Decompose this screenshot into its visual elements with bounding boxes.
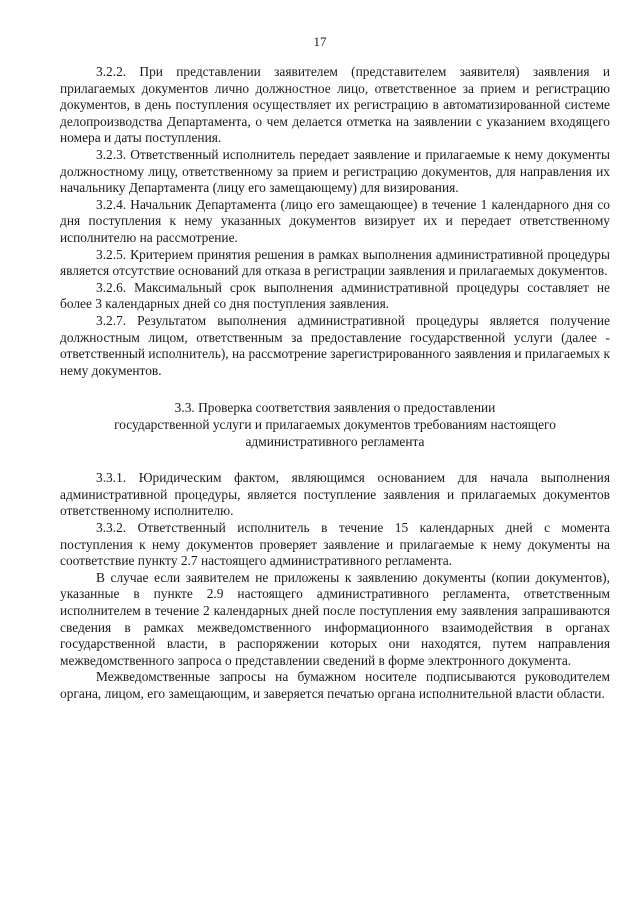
section-heading-3-3 [60,399,610,450]
paragraph-missing-documents: В случае если заявителем не приложены к заявлению документы (копии документов), указанные в пункте 2.9 настоящего административного регламента, ответственным исполнителем в течение 2 календарных дней после поступления ему заявления запрашиваются сведения в рамках межведомственного информационного взаимодействия в органах государственной власти, в распоряжении которых они находятся, путем направления межведомственного запроса о представлении сведений в форме электронного документа. [60,569,610,668]
paragraph-interagency-requests: Межведомственные запросы на бумажном носителе подписываются руководителем органа, лицом, его замещающим, и заверяется печатью органа исполнительной власти области. [60,669,610,701]
paragraph-3-2-4: 3.2.4. Начальник Департамента (лицо его замещающее) в течение 1 календарного дня со дня поступления к нему указанных документов визирует их и передает ответственному исполнителю на рассмотрение. [60,196,610,245]
document-body [60,64,610,703]
paragraph-3-2-2: 3.2.2. При представлении заявителем (представителем заявителя) заявления и прилагаемых документов лично должностное лицо, ответственное за прием и регистрацию документов, в день поступления осуществляет их регистрацию в автоматизированной системе делопроизводства Департамента, о чем делается отметка на заявлении с указанием входящего номера и даты поступления. [60,64,610,146]
section-heading-line: административного регламента [245,434,425,450]
paragraph-3-2-5: 3.2.5. Критерием принятия решения в рамках выполнения административной процедуры является отсутствие оснований для отказа в регистрации заявления и прилагаемых документов. [60,246,610,279]
page-number: 17 [313,34,327,49]
paragraph-3-3-2: 3.3.2. Ответственный исполнитель в течение 15 календарных дней с момента поступления к нему документов проверяет заявление и прилагаемые к нему документы на соответствие пункту 2.7 настоящего административного регламента. [60,520,610,569]
section-heading-line: 3.3. Проверка соответствия заявления о предоставлении [174,400,496,416]
section-heading-line: государственной услуги и прилагаемых документов требованиям настоящего [114,417,556,433]
paragraph-3-3-1: 3.3.1. Юридическим фактом, являющимся основанием для начала выполнения административной процедуры, является поступление заявления и прилагаемых документов ответственному исполнителю. [60,470,610,519]
paragraph-3-2-6: 3.2.6. Максимальный срок выполнения административной процедуры составляет не более 3 календарных дней со дня поступления заявления. [60,279,610,312]
paragraph-3-2-7: 3.2.7. Результатом выполнения административной процедуры является получение должностным лицом, ответственным за предоставление государственной услуги (далее - ответственный исполнитель), на рассмотрение зарегистрированного заявления и прилагаемых к нему документов. [60,312,610,378]
paragraph-3-2-3: 3.2.3. Ответственный исполнитель передает заявление и прилагаемые к нему документы должностному лицу, ответственному за прием и регистрацию документов, для направления их начальнику Департамента (лицу его замещающему) для визирования. [60,146,610,196]
